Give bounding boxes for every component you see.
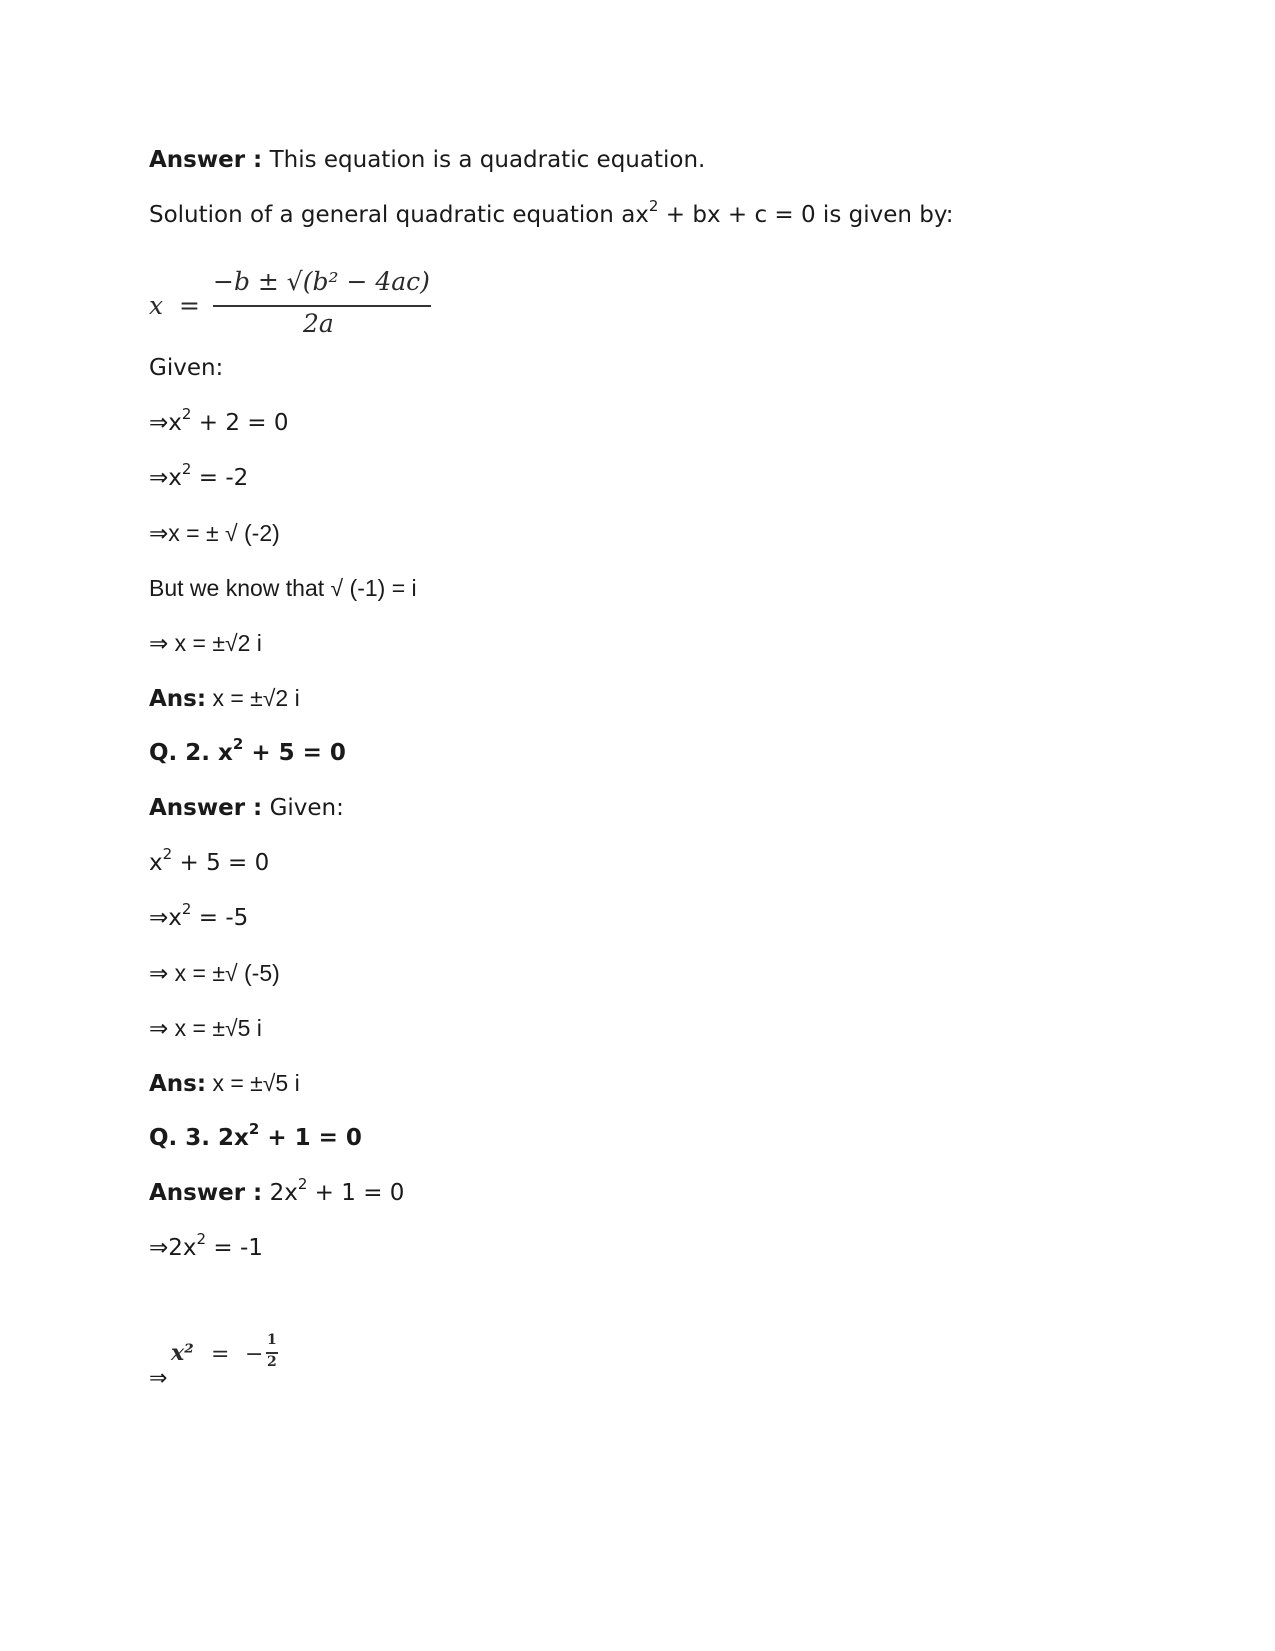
given-line: Given: (149, 355, 224, 381)
text-segment: + 1 = 0 (307, 1180, 405, 1206)
formula-lhs: x (149, 291, 164, 320)
answer-text: This equation is a quadratic equation. (262, 147, 706, 173)
step-line: But we know that √ (-1) = i (149, 575, 417, 601)
formula-numerator: −b ± √(b² − 4ac) (213, 267, 430, 296)
question-2-heading (149, 735, 346, 768)
ans-line (149, 683, 300, 714)
superscript: 2 (181, 900, 192, 919)
step-line (149, 845, 270, 878)
text-segment: ⇒x (149, 905, 182, 931)
implies-arrow: ⇒ (149, 1366, 168, 1391)
ans-label: Ans: (149, 1071, 207, 1097)
answer-label: Answer : (149, 1180, 263, 1206)
ans-line (149, 1068, 300, 1099)
answer-label: Answer : (149, 795, 263, 821)
superscript: 2 (181, 460, 192, 479)
text-segment: Q. 2. x (149, 740, 233, 766)
step-line (149, 460, 249, 493)
ans-text: x = ±√2 i (206, 685, 300, 711)
formula-equals: = (179, 291, 200, 320)
answer-label: Answer : (149, 147, 263, 173)
text-segment: ⇒2x (149, 1235, 197, 1261)
answer-line-2 (149, 793, 344, 823)
step-line: ⇒ x = ±√ (-5) (149, 960, 280, 986)
text-segment: = -2 (191, 465, 249, 491)
formula-minus: − (245, 1342, 264, 1367)
formula-denominator: 2a (303, 309, 334, 338)
step-line: ⇒ x = ±√5 i (149, 1015, 262, 1041)
step-line (149, 1230, 263, 1263)
step-line: ⇒ x = ±√2 i (149, 630, 262, 656)
fraction-denominator: 2 (267, 1354, 277, 1370)
fraction-numerator: 1 (267, 1332, 277, 1348)
ans-label: Ans: (149, 686, 207, 712)
superscript: 2 (248, 1120, 260, 1139)
general-solution-line (149, 197, 954, 230)
superscript: 2 (232, 735, 244, 754)
formula-lhs: x² (171, 1340, 194, 1366)
quadratic-formula (149, 265, 449, 345)
text-segment: + bx + c = 0 is given by: (658, 202, 954, 228)
step-line (149, 405, 289, 438)
answer-line-1 (149, 145, 705, 175)
superscript: 2 (196, 1230, 207, 1249)
text-segment: x (149, 850, 163, 876)
text-segment: + 5 = 0 (243, 740, 346, 766)
text-segment: + 5 = 0 (172, 850, 270, 876)
question-3-heading (149, 1120, 362, 1153)
fraction-bar (213, 305, 431, 307)
answer-text: Given: (262, 795, 344, 821)
text-segment: ⇒x (149, 410, 182, 436)
text-segment: + 2 = 0 (191, 410, 289, 436)
text-segment: ⇒x (149, 465, 182, 491)
step-line (149, 900, 249, 933)
text-segment: Solution of a general quadratic equation ax (149, 202, 649, 228)
text-segment: + 1 = 0 (259, 1125, 362, 1151)
x-squared-equals-neg-half (149, 1332, 309, 1400)
superscript: 2 (297, 1175, 308, 1194)
text-segment: 2x (262, 1180, 298, 1206)
text-segment: = -5 (191, 905, 249, 931)
superscript: 2 (648, 197, 659, 216)
superscript: 2 (181, 405, 192, 424)
formula-equals: = (211, 1342, 230, 1367)
ans-text: x = ±√5 i (206, 1070, 300, 1096)
step-line: ⇒x = ± √ (-2) (149, 520, 280, 546)
text-segment: Q. 3. 2x (149, 1125, 249, 1151)
answer-line-3 (149, 1175, 405, 1208)
superscript: 2 (162, 845, 173, 864)
text-segment: = -1 (206, 1235, 263, 1261)
